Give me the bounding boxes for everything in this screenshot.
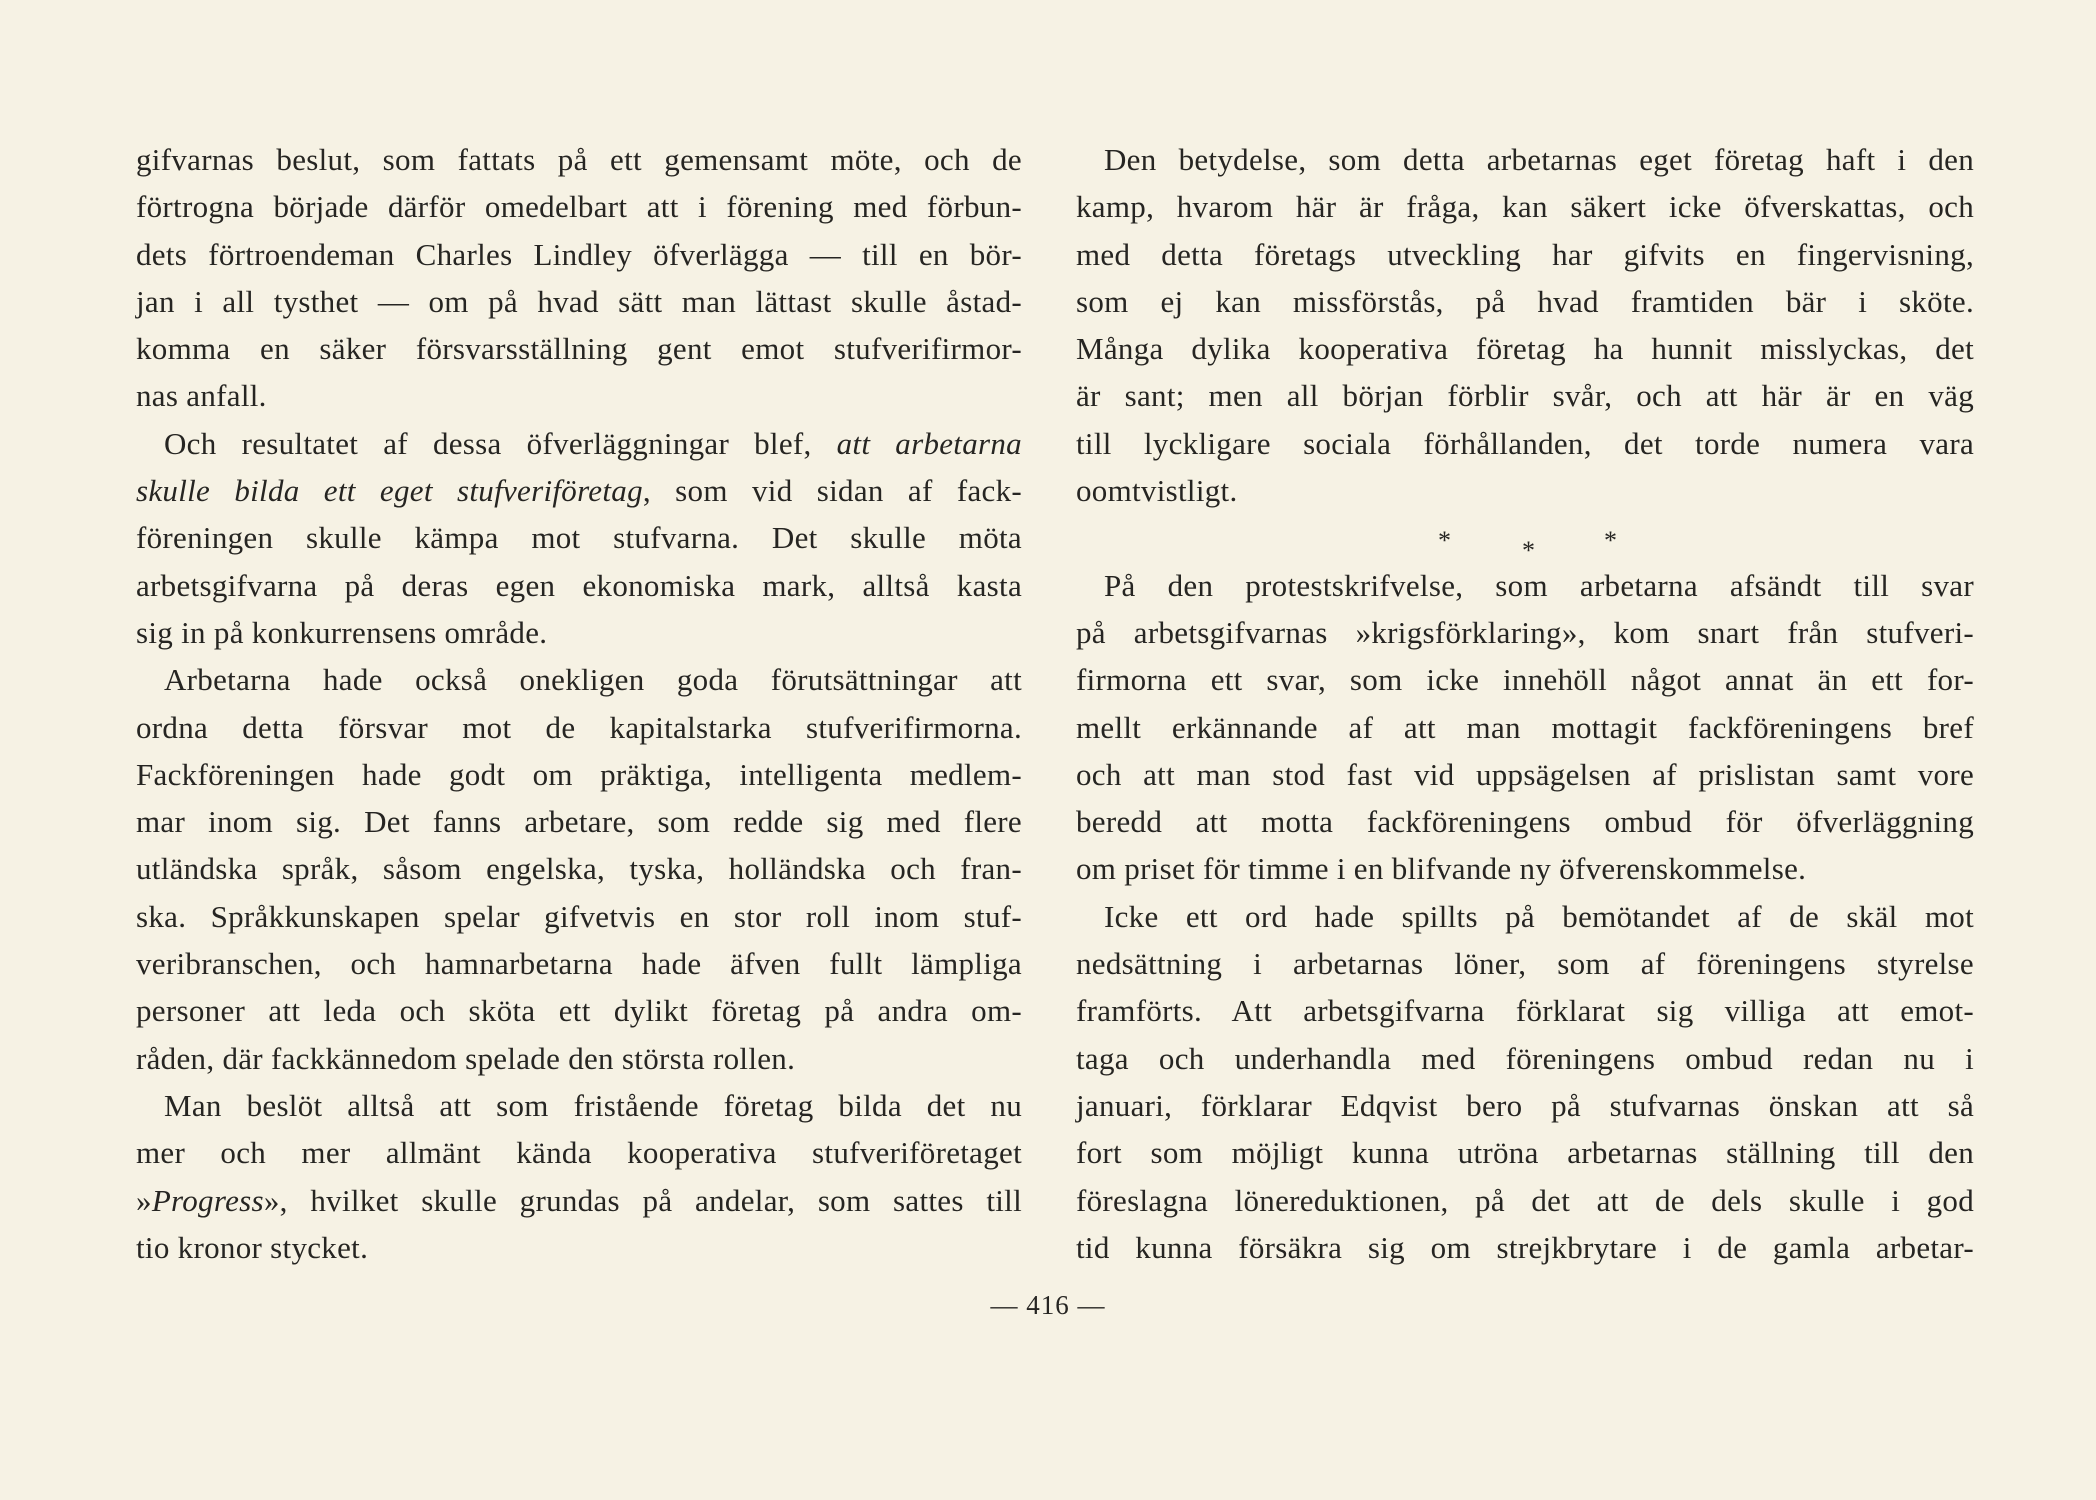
text-line-r14: om priset för timme i en blifvande ny öfverenskommelse. bbox=[1076, 851, 1807, 887]
text-line-l6 bbox=[136, 420, 1022, 467]
text-line-r20: fort som möjligt kunna utröna arbetarnas ställning till den bbox=[1076, 1135, 1974, 1171]
text-line-l5: nas anfall. bbox=[136, 378, 267, 414]
text-line-r6: till lyckligare sociala förhållanden, det torde numera vara bbox=[1076, 425, 1974, 461]
text-line-r15: Icke ett ord hade spillts på bemötandet af de skäl mot bbox=[1104, 898, 1974, 934]
text-line-l4: komma en säker försvarsställning gent emot stufverifirmor- bbox=[136, 331, 1022, 367]
page-number: — 416 — bbox=[990, 1290, 1106, 1320]
text-line-r17: framförts. Att arbetsgifvarna förklarat sig villiga att emot- bbox=[1076, 993, 1974, 1029]
text-line-r16: nedsättning i arbetarnas löner, som af föreningens styrelse bbox=[1076, 946, 1974, 982]
asterisk: * bbox=[1438, 526, 1451, 556]
text-line-l3: jan i all tysthet — om på hvad sätt man lättast skulle åstad- bbox=[136, 283, 1022, 319]
text-line-l22 bbox=[136, 1177, 1022, 1224]
text-line-l17: veribranschen, och hamnarbetarna hade äfven fullt lämpliga bbox=[136, 946, 1022, 982]
text-line-r12: och att man stod fast vid uppsägelsen af prislistan samt vore bbox=[1076, 756, 1974, 792]
text-line-r19: januari, förklarar Edqvist bero på stufvarnas önskan att så bbox=[1076, 1087, 1974, 1123]
text-run: » bbox=[136, 1182, 152, 1218]
text-line-l19: råden, där fackkännedom spelade den största rollen. bbox=[136, 1040, 796, 1076]
italic-run: skulle bilda ett eget stufveriföretag bbox=[136, 473, 643, 509]
text-line-l2: dets förtroendeman Charles Lindley öfverlägga — till en bör- bbox=[136, 236, 1022, 272]
text-line-l13: Fackföreningen hade godt om präktiga, intelligenta medlem- bbox=[136, 756, 1022, 792]
text-line-l20: Man beslöt alltså att som fristående företag bilda det nu bbox=[164, 1087, 1022, 1123]
text-line-l1: förtrogna började därför omedelbart att i förening med förbun- bbox=[136, 189, 1022, 225]
text-line-l18: personer att leda och sköta ett dylikt företag på andra om- bbox=[136, 993, 1022, 1029]
text-run: Och resultatet af dessa öfverläggningar blef, bbox=[164, 425, 837, 461]
text-line-r13: beredd att motta fackföreningens ombud för öfverläggning bbox=[1076, 804, 1974, 840]
text-line-r7: oomtvistligt. bbox=[1076, 473, 1238, 509]
text-run: , som vid sidan af fack- bbox=[642, 473, 1022, 509]
text-line-r9: på arbetsgifvarnas »krigsförklaring», kom snart från stufveri- bbox=[1076, 614, 1974, 650]
asterisk: * bbox=[1522, 536, 1535, 566]
text-line-r8: På den protestskrifvelse, som arbetarna afsändt till svar bbox=[1104, 567, 1974, 603]
text-line-l16: ska. Språkkunskapen spelar gifvetvis en stor roll inom stuf- bbox=[136, 898, 1022, 934]
text-line-r22: tid kunna försäkra sig om strejkbrytare i de gamla arbetar- bbox=[1076, 1229, 1974, 1265]
text-line-l21: mer och mer allmänt kända kooperativa stufveriföretaget bbox=[136, 1135, 1022, 1171]
section-separator bbox=[1076, 514, 1974, 566]
text-line-r4: Många dylika kooperativa företag ha hunnit misslyckas, det bbox=[1076, 331, 1974, 367]
text-line-l15: utländska språk, såsom engelska, tyska, holländska och fran- bbox=[136, 851, 1022, 887]
text-line-l7 bbox=[136, 467, 1022, 514]
text-line-r5: är sant; men all början förblir svår, och att här är en väg bbox=[1076, 378, 1974, 414]
text-line-l9: arbetsgifvarna på deras egen ekonomiska mark, alltså kasta bbox=[136, 567, 1022, 603]
text-line-r10: firmorna ett svar, som icke innehöll något annat än ett for- bbox=[1076, 662, 1974, 698]
text-line-r1: kamp, hvarom här är fråga, kan säkert icke öfverskattas, och bbox=[1076, 189, 1974, 225]
text-line-r21: föreslagna lönereduktionen, på det att de dels skulle i god bbox=[1076, 1182, 1974, 1218]
text-line-l14: mar inom sig. Det fanns arbetare, som redde sig med flere bbox=[136, 804, 1022, 840]
text-line-l0: gifvarnas beslut, som fattats på ett gemensamt möte, och de bbox=[136, 142, 1022, 177]
left-column bbox=[136, 136, 1022, 1271]
text-line-r2: med detta företags utveckling har gifvits en fingervisning, bbox=[1076, 236, 1974, 272]
asterisk: * bbox=[1604, 526, 1617, 556]
text-line-r3: som ej kan missförstås, på hvad framtiden bär i sköte. bbox=[1076, 283, 1974, 319]
italic-run: att arbetarna bbox=[836, 425, 1022, 461]
text-line-l11: Arbetarna hade också onekligen goda förutsättningar att bbox=[164, 662, 1022, 698]
text-line-r18: taga och underhandla med föreningens ombud redan nu i bbox=[1076, 1040, 1974, 1076]
text-line-l12: ordna detta försvar mot de kapitalstarka stufverifirmorna. bbox=[136, 709, 1022, 745]
text-line-r0: Den betydelse, som detta arbetarnas eget företag haft i den bbox=[1104, 142, 1974, 177]
italic-run: Progress bbox=[151, 1182, 264, 1218]
text-line-l8: föreningen skulle kämpa mot stufvarna. Det skulle möta bbox=[136, 520, 1022, 556]
text-line-l10: sig in på konkurrensens område. bbox=[136, 614, 548, 650]
text-run: », hvilket skulle grundas på andelar, som sattes till bbox=[263, 1182, 1022, 1218]
text-line-l23: tio kronor stycket. bbox=[136, 1229, 369, 1265]
text-line-r11: mellt erkännande af att man mottagit fackföreningens bref bbox=[1076, 709, 1974, 745]
right-column bbox=[1076, 136, 1974, 1271]
